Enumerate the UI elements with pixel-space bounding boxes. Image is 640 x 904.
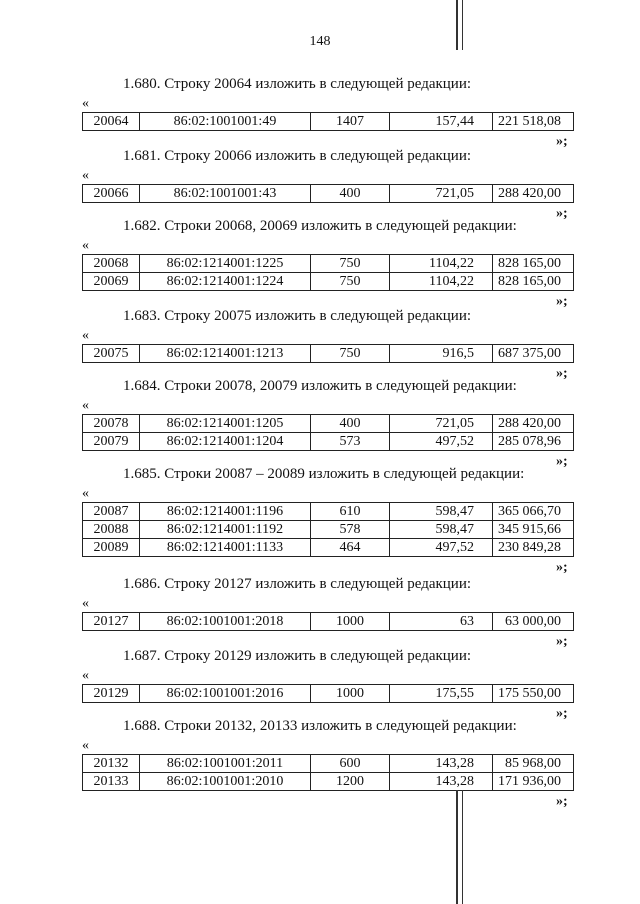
opening-quote: « — [82, 738, 89, 753]
cadastral-number-cell: 86:02:1214001:1133 — [140, 539, 311, 557]
amendment-table — [82, 254, 574, 291]
area-cell: 578 — [311, 521, 390, 539]
table-row — [83, 685, 574, 703]
opening-quote: « — [82, 398, 89, 413]
opening-quote: « — [82, 328, 89, 343]
value-cell: 230 849,28 — [493, 539, 574, 557]
amendment-table — [82, 502, 574, 557]
value-cell: 687 375,00 — [493, 345, 574, 363]
row-number-cell: 20087 — [83, 503, 140, 521]
section-heading: 1.687. Строку 20129 изложить в следующей редакции: — [123, 648, 472, 664]
cadastral-number-cell: 86:02:1214001:1225 — [140, 255, 311, 273]
cadastral-number-cell: 86:02:1001001:43 — [140, 185, 311, 203]
area-cell: 400 — [311, 415, 390, 433]
amendment-table — [82, 684, 574, 703]
amendment-table — [82, 754, 574, 791]
row-number-cell: 20064 — [83, 113, 140, 131]
rate-cell: 598,47 — [390, 503, 493, 521]
table-row — [83, 415, 574, 433]
cadastral-number-cell: 86:02:1001001:2016 — [140, 685, 311, 703]
table-row — [83, 113, 574, 131]
closing-quote: »; — [556, 366, 568, 381]
rate-cell: 721,05 — [390, 415, 493, 433]
opening-quote: « — [82, 486, 89, 501]
rate-cell: 1104,22 — [390, 273, 493, 291]
area-cell: 600 — [311, 755, 390, 773]
scan-binding-line — [456, 790, 458, 904]
section-heading: 1.685. Строки 20087 – 20089 изложить в следующей редакции: — [123, 466, 525, 482]
value-cell: 285 078,96 — [493, 433, 574, 451]
opening-quote: « — [82, 96, 89, 111]
opening-quote: « — [82, 238, 89, 253]
opening-quote: « — [82, 596, 89, 611]
area-cell: 464 — [311, 539, 390, 557]
closing-quote: »; — [556, 634, 568, 649]
row-number-cell: 20089 — [83, 539, 140, 557]
rate-cell: 916,5 — [390, 345, 493, 363]
value-cell: 63 000,00 — [493, 613, 574, 631]
amendment-table — [82, 344, 574, 363]
value-cell: 221 518,08 — [493, 113, 574, 131]
cadastral-number-cell: 86:02:1001001:2018 — [140, 613, 311, 631]
value-cell: 345 915,66 — [493, 521, 574, 539]
table-row — [83, 345, 574, 363]
rate-cell: 63 — [390, 613, 493, 631]
row-number-cell: 20066 — [83, 185, 140, 203]
cadastral-number-cell: 86:02:1214001:1224 — [140, 273, 311, 291]
amendment-table — [82, 184, 574, 203]
area-cell: 1000 — [311, 685, 390, 703]
rate-cell: 143,28 — [390, 755, 493, 773]
cadastral-number-cell: 86:02:1214001:1196 — [140, 503, 311, 521]
section-heading: 1.683. Строку 20075 изложить в следующей редакции: — [123, 308, 472, 324]
amendment-table — [82, 414, 574, 451]
value-cell: 288 420,00 — [493, 415, 574, 433]
value-cell: 288 420,00 — [493, 185, 574, 203]
value-cell: 85 968,00 — [493, 755, 574, 773]
amendment-table — [82, 612, 574, 631]
closing-quote: »; — [556, 560, 568, 575]
cadastral-number-cell: 86:02:1001001:49 — [140, 113, 311, 131]
row-number-cell: 20068 — [83, 255, 140, 273]
opening-quote: « — [82, 668, 89, 683]
row-number-cell: 20088 — [83, 521, 140, 539]
section-heading: 1.681. Строку 20066 изложить в следующей редакции: — [123, 148, 472, 164]
cadastral-number-cell: 86:02:1214001:1205 — [140, 415, 311, 433]
row-number-cell: 20129 — [83, 685, 140, 703]
table-row — [83, 773, 574, 791]
table-row — [83, 503, 574, 521]
cadastral-number-cell: 86:02:1214001:1204 — [140, 433, 311, 451]
area-cell: 1000 — [311, 613, 390, 631]
closing-quote: »; — [556, 794, 568, 809]
section-heading: 1.680. Строку 20064 изложить в следующей редакции: — [123, 76, 472, 92]
section-heading: 1.686. Строку 20127 изложить в следующей редакции: — [123, 576, 472, 592]
area-cell: 750 — [311, 345, 390, 363]
area-cell: 750 — [311, 255, 390, 273]
table-row — [83, 433, 574, 451]
row-number-cell: 20069 — [83, 273, 140, 291]
value-cell: 828 165,00 — [493, 273, 574, 291]
section-heading: 1.682. Строки 20068, 20069 изложить в следующей редакции: — [123, 218, 517, 234]
rate-cell: 497,52 — [390, 539, 493, 557]
row-number-cell: 20075 — [83, 345, 140, 363]
area-cell: 610 — [311, 503, 390, 521]
rate-cell: 497,52 — [390, 433, 493, 451]
section-heading: 1.684. Строки 20078, 20079 изложить в следующей редакции: — [123, 378, 517, 394]
cadastral-number-cell: 86:02:1214001:1213 — [140, 345, 311, 363]
area-cell: 1407 — [311, 113, 390, 131]
value-cell: 828 165,00 — [493, 255, 574, 273]
closing-quote: »; — [556, 706, 568, 721]
amendment-table — [82, 112, 574, 131]
cadastral-number-cell: 86:02:1001001:2010 — [140, 773, 311, 791]
cadastral-number-cell: 86:02:1214001:1192 — [140, 521, 311, 539]
row-number-cell: 20133 — [83, 773, 140, 791]
closing-quote: »; — [556, 454, 568, 469]
scan-binding-line — [462, 790, 463, 904]
row-number-cell: 20132 — [83, 755, 140, 773]
row-number-cell: 20127 — [83, 613, 140, 631]
area-cell: 573 — [311, 433, 390, 451]
rate-cell: 721,05 — [390, 185, 493, 203]
closing-quote: »; — [556, 294, 568, 309]
scan-binding-line — [462, 0, 463, 50]
section-heading: 1.688. Строки 20132, 20133 изложить в следующей редакции: — [123, 718, 517, 734]
opening-quote: « — [82, 168, 89, 183]
scan-binding-line — [456, 0, 458, 50]
table-row — [83, 613, 574, 631]
area-cell: 1200 — [311, 773, 390, 791]
rate-cell: 1104,22 — [390, 255, 493, 273]
table-row — [83, 273, 574, 291]
closing-quote: »; — [556, 134, 568, 149]
rate-cell: 143,28 — [390, 773, 493, 791]
rate-cell: 598,47 — [390, 521, 493, 539]
table-row — [83, 755, 574, 773]
table-row — [83, 521, 574, 539]
row-number-cell: 20079 — [83, 433, 140, 451]
area-cell: 400 — [311, 185, 390, 203]
value-cell: 365 066,70 — [493, 503, 574, 521]
area-cell: 750 — [311, 273, 390, 291]
table-row — [83, 185, 574, 203]
table-row — [83, 539, 574, 557]
row-number-cell: 20078 — [83, 415, 140, 433]
cadastral-number-cell: 86:02:1001001:2011 — [140, 755, 311, 773]
value-cell: 171 936,00 — [493, 773, 574, 791]
page-number: 148 — [309, 34, 331, 49]
closing-quote: »; — [556, 206, 568, 221]
rate-cell: 157,44 — [390, 113, 493, 131]
table-row — [83, 255, 574, 273]
value-cell: 175 550,00 — [493, 685, 574, 703]
rate-cell: 175,55 — [390, 685, 493, 703]
